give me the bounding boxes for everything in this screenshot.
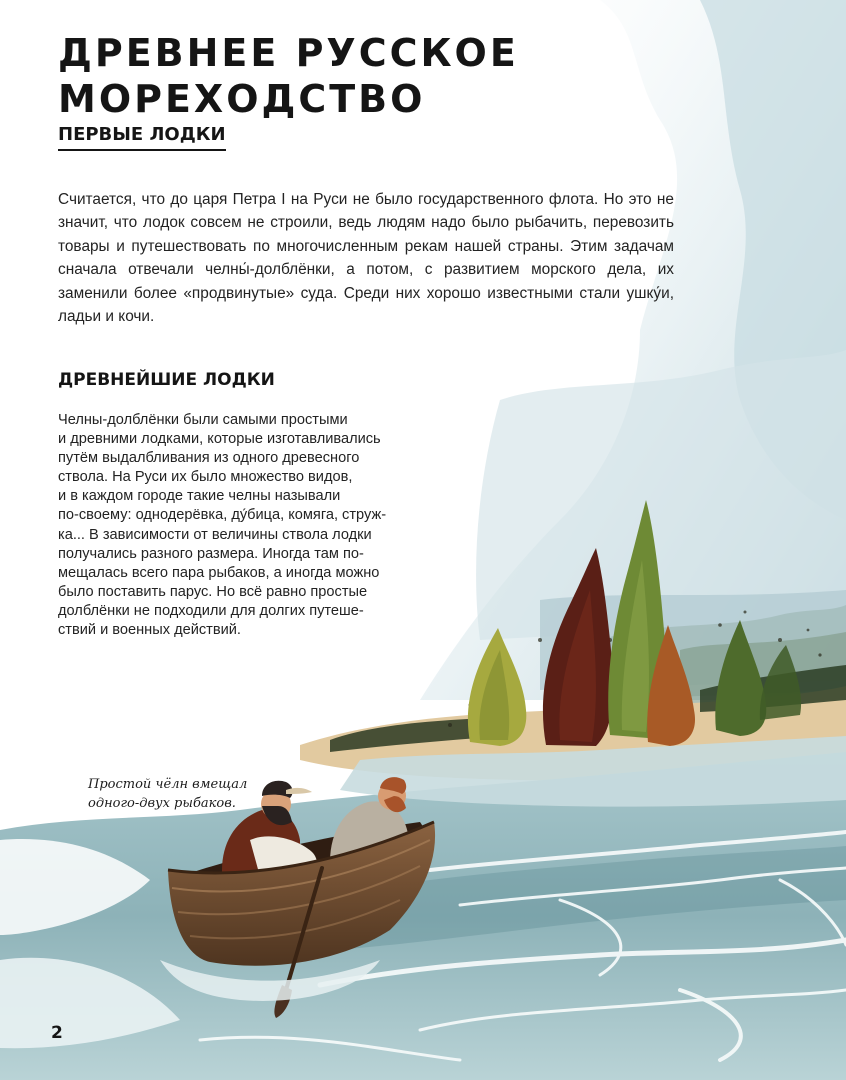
- page-title-line: ДРЕВНЕЕ РУССКОЕ: [58, 31, 519, 75]
- section-paragraph: [58, 411, 403, 640]
- paragraph-line: и в каждом городе такие челны называли: [58, 488, 341, 505]
- paragraph-line: мещалась всего пара рыбаков, а иногда можно: [58, 564, 380, 581]
- caption-line: одного-двух рыбаков.: [88, 796, 236, 811]
- caption-line: Простой чёлн вмещал: [88, 777, 248, 792]
- paragraph-line: получались разного размера. Иногда там по-: [58, 545, 364, 562]
- paragraph-line: Челны-долблёнки были самыми простыми: [58, 412, 348, 428]
- section-heading: ДРЕВНЕЙШИЕ ЛОДКИ: [58, 370, 275, 390]
- paragraph-line: было поставить парус. Но всё равно простые: [58, 583, 368, 600]
- page-title-line: МОРЕХОДСТВО: [58, 77, 426, 121]
- paragraph-line: ствий и военных действий.: [58, 622, 241, 639]
- paragraph-line: ка... В зависимости от величины ствола лодки: [58, 526, 372, 543]
- paragraph-line: путём выдалбливания из одного древесного: [58, 450, 360, 467]
- paragraph-line: по-своему: однодерёвка, ду́бица, комяга, струж-: [58, 507, 387, 524]
- paragraph-line: ствола. На Руси их было множество видов,: [58, 469, 353, 486]
- illustration-caption: [88, 775, 247, 813]
- paragraph-line: и древними лодками, которые изготавливались: [58, 431, 381, 448]
- page-number: 2: [51, 1023, 63, 1043]
- intro-paragraph: Считается, что до царя Петра I на Руси не было государственного флота. Но это не значит, что лодок совсем не строили, ведь людям надо было рыбачить, перевозить товары и путешествовать по многочисленным рекам нашей страны. Этим задачам сначала отвечали челны́-долблёнки, а потом, с развитием морского дела, их заменили более «продвинутые» суда. Среди них хорошо известными стали ушку́и, ладьи и кочи.: [58, 191, 674, 326]
- paragraph-line: долблёнки не подходили для долгих путеше-: [58, 602, 364, 619]
- page-subtitle: ПЕРВЫЕ ЛОДКИ: [58, 123, 226, 151]
- page-title: [58, 30, 558, 122]
